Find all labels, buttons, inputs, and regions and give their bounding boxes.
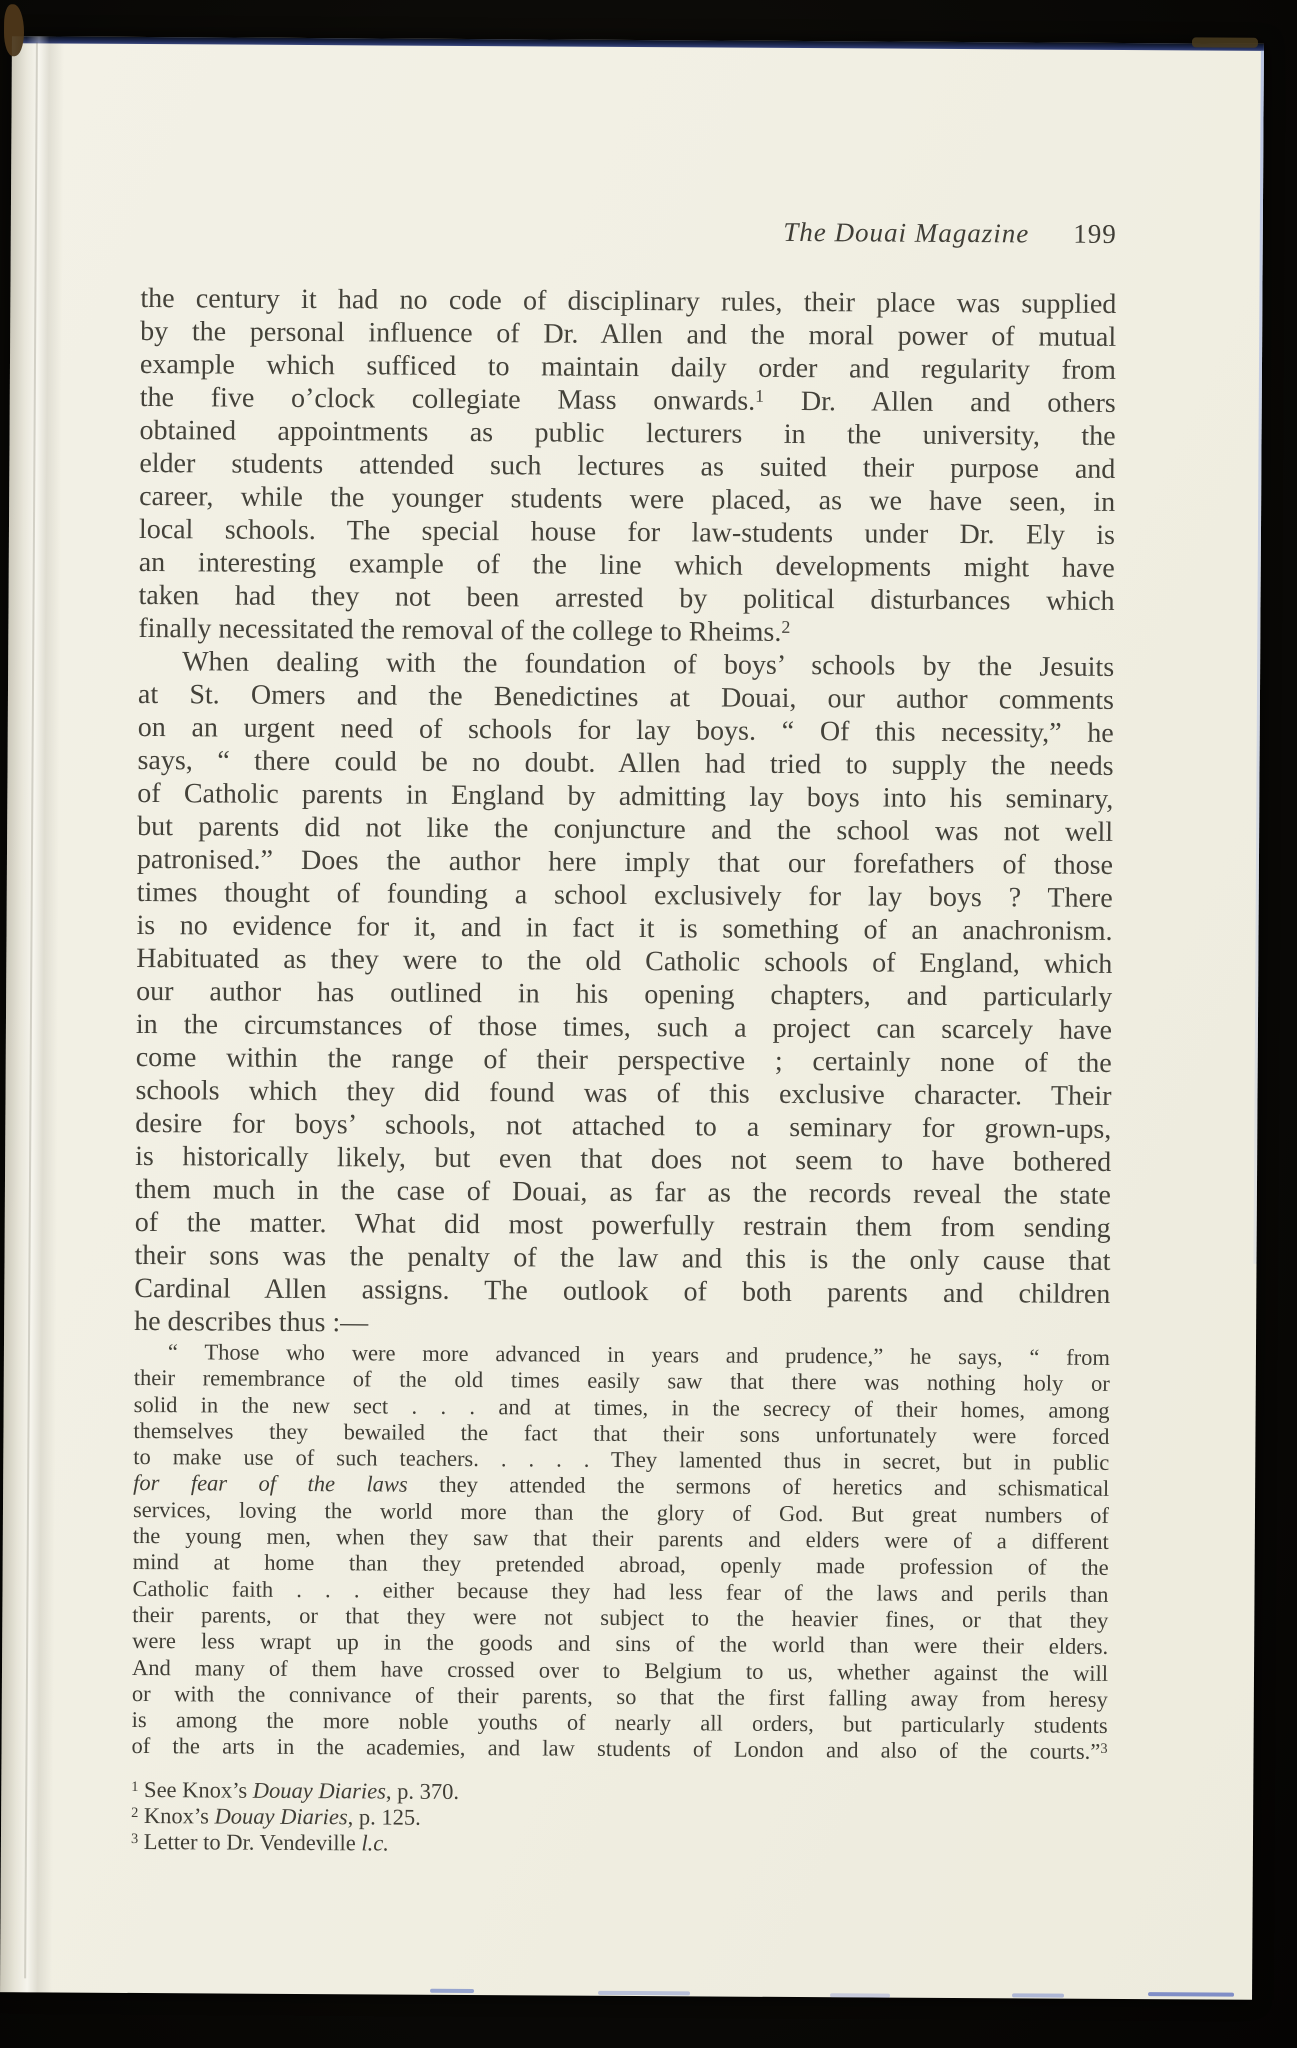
text-line: an interesting example of the line which developments might have [138, 546, 1115, 584]
text-line: says, “ there could be no doubt. Allen had tried to supply the needs [137, 744, 1114, 782]
text-line: career, while the younger students were placed, as we have seen, in [139, 480, 1116, 518]
text-line: is no evidence for it, and in fact it is something of an anachronism. [136, 909, 1113, 947]
text-line: finally necessitated the removal of the college to Rheims.$^2$ [138, 612, 791, 648]
text-line: to make use of such teachers. . . . . They lamented thus in secret, but in public [133, 1444, 1110, 1476]
text-line: elder students attended such lectures as suited their purpose and [139, 447, 1116, 485]
footnote-line: $^3$ Letter to Dr. Vendeville l.c. [130, 1829, 390, 1856]
text-line: them much in the case of Douai, as far as the records reveal the state [134, 1173, 1112, 1211]
text-line: schools which they did found was of this exclusive character. Their [135, 1074, 1112, 1112]
text-line: patronised.” Does the author here imply that our forefathers of those [136, 843, 1114, 881]
header-page-number: 199 [1073, 218, 1117, 249]
page-bottom-edge-stain [1148, 1992, 1234, 1997]
page-bottom-edge-stain [1012, 1993, 1064, 1997]
header-title: The Douai Magazine [783, 216, 1030, 249]
text-line: the five o’clock collegiate Mass onwards.$^1$ Dr. Allen and others [139, 381, 1116, 419]
footnote-line: $^2$ Knox’s Douay Diaries, p. 125. [131, 1803, 421, 1830]
page-right-edge-tint [1254, 51, 1264, 1264]
text-line: by the personal influence of Dr. Allen and the moral power of mutual [140, 315, 1117, 353]
text-line: “ Those who were more advanced in years and prudence,” he says, “ from [167, 1339, 1111, 1370]
text-line: local schools. The special house for law-students under Dr. Ely is [138, 513, 1116, 551]
text-line: were less wrapt up in the goods and sins of the world than were their elders. [132, 1628, 1109, 1660]
text-line: Catholic faith . . . either because they had less fear of the laws and perils than [132, 1575, 1109, 1607]
text-line: of the arts in the academies, and law students of London and also of the courts.”$^3$ [131, 1733, 1108, 1765]
text-line: Habituated as they were to the old Catholic schools of England, which [136, 942, 1113, 980]
text-line: their sons was the penalty of the law and this is the only cause that [134, 1239, 1111, 1277]
text-line: of the matter. What did most powerfully restrain them from sending [134, 1206, 1111, 1244]
text-line: obtained appointments as public lecturers in the university, the [139, 414, 1116, 452]
page-bottom-edge-stain [430, 1989, 474, 1993]
text-line: their remembrance of the old times easily saw that there was nothing holy or [133, 1365, 1110, 1397]
binding-edge-fragment [1192, 37, 1258, 47]
text-line: the young men, when they saw that their parents and elders were of a different [132, 1523, 1109, 1555]
text-line: come within the range of their perspective ; certainly none of the [135, 1041, 1112, 1079]
footnote-line: $^1$ See Knox’s Douay Diaries, p. 370. [131, 1776, 460, 1804]
text-line: mind at home than they pretended abroad, openly made profession of the [132, 1549, 1109, 1581]
text-line: services, loving the world more than the glory of God. But great numbers of [132, 1496, 1110, 1528]
paragraph-continued [138, 282, 1116, 651]
block-quotation [131, 1339, 1110, 1766]
footnotes [131, 1777, 1107, 1862]
paragraph-main [134, 645, 1114, 1344]
text-line: or with the connivance of their parents, so that the first falling away from heresy [131, 1680, 1108, 1712]
text-line: for fear of the laws they attended the sermons of heretics and schismatical [133, 1470, 1110, 1502]
text-line: themselves they bewailed the fact that their sons unfortunately were forced [133, 1417, 1110, 1449]
text-line: solid in the new sect . . . and at times, in the secrecy of their homes, among [133, 1391, 1110, 1423]
text-line: the century it had no code of disciplinary rules, their place was supplied [140, 282, 1117, 320]
page-bottom-edge-stain [830, 1993, 890, 1997]
text-line: example which sufficed to maintain daily order and regularity from [139, 348, 1117, 386]
text-line: When dealing with the foundation of boys’ schools by the Jesuits [182, 646, 1115, 683]
text-line: their parents, or that they were not subject to the heavier fines, or that they [132, 1601, 1109, 1633]
text-line: times thought of founding a school exclusively for lay boys ? There [136, 876, 1113, 914]
text-line: Cardinal Allen assigns. The outlook of both parents and children [134, 1272, 1111, 1310]
text-line: And many of them have crossed over to Belgium to us, whether against the will [131, 1654, 1109, 1686]
text-line: in the circumstances of those times, such a project can scarcely have [135, 1008, 1113, 1046]
text-line: of Catholic parents in England by admitting lay boys into his seminary, [137, 777, 1114, 815]
text-line: but parents did not like the conjuncture and the school was not well [137, 810, 1114, 848]
book-page [0, 36, 1264, 2000]
text-line: our author has outlined in his opening chapters, and particularly [136, 975, 1113, 1013]
text-line: is among the more noble youths of nearly all orders, but particularly students [131, 1707, 1108, 1739]
running-header [141, 213, 1117, 250]
text-line: desire for boys’ schools, not attached to a seminary for grown-ups, [135, 1107, 1112, 1145]
text-line: taken had they not been arrested by political disturbances which [138, 579, 1115, 617]
text-line: he describes thus :— [134, 1305, 369, 1339]
page-bottom-edge-stain [598, 1991, 690, 1996]
text-line: is historically likely, but even that does not seem to have bothered [135, 1140, 1112, 1178]
page-top-edge-stain [12, 36, 1264, 51]
text-line: at St. Omers and the Benedictines at Douai, our author comments [137, 678, 1115, 716]
text-line: on an urgent need of schools for lay boys. “ Of this necessity,” he [137, 711, 1114, 749]
text-column [131, 282, 1117, 1862]
